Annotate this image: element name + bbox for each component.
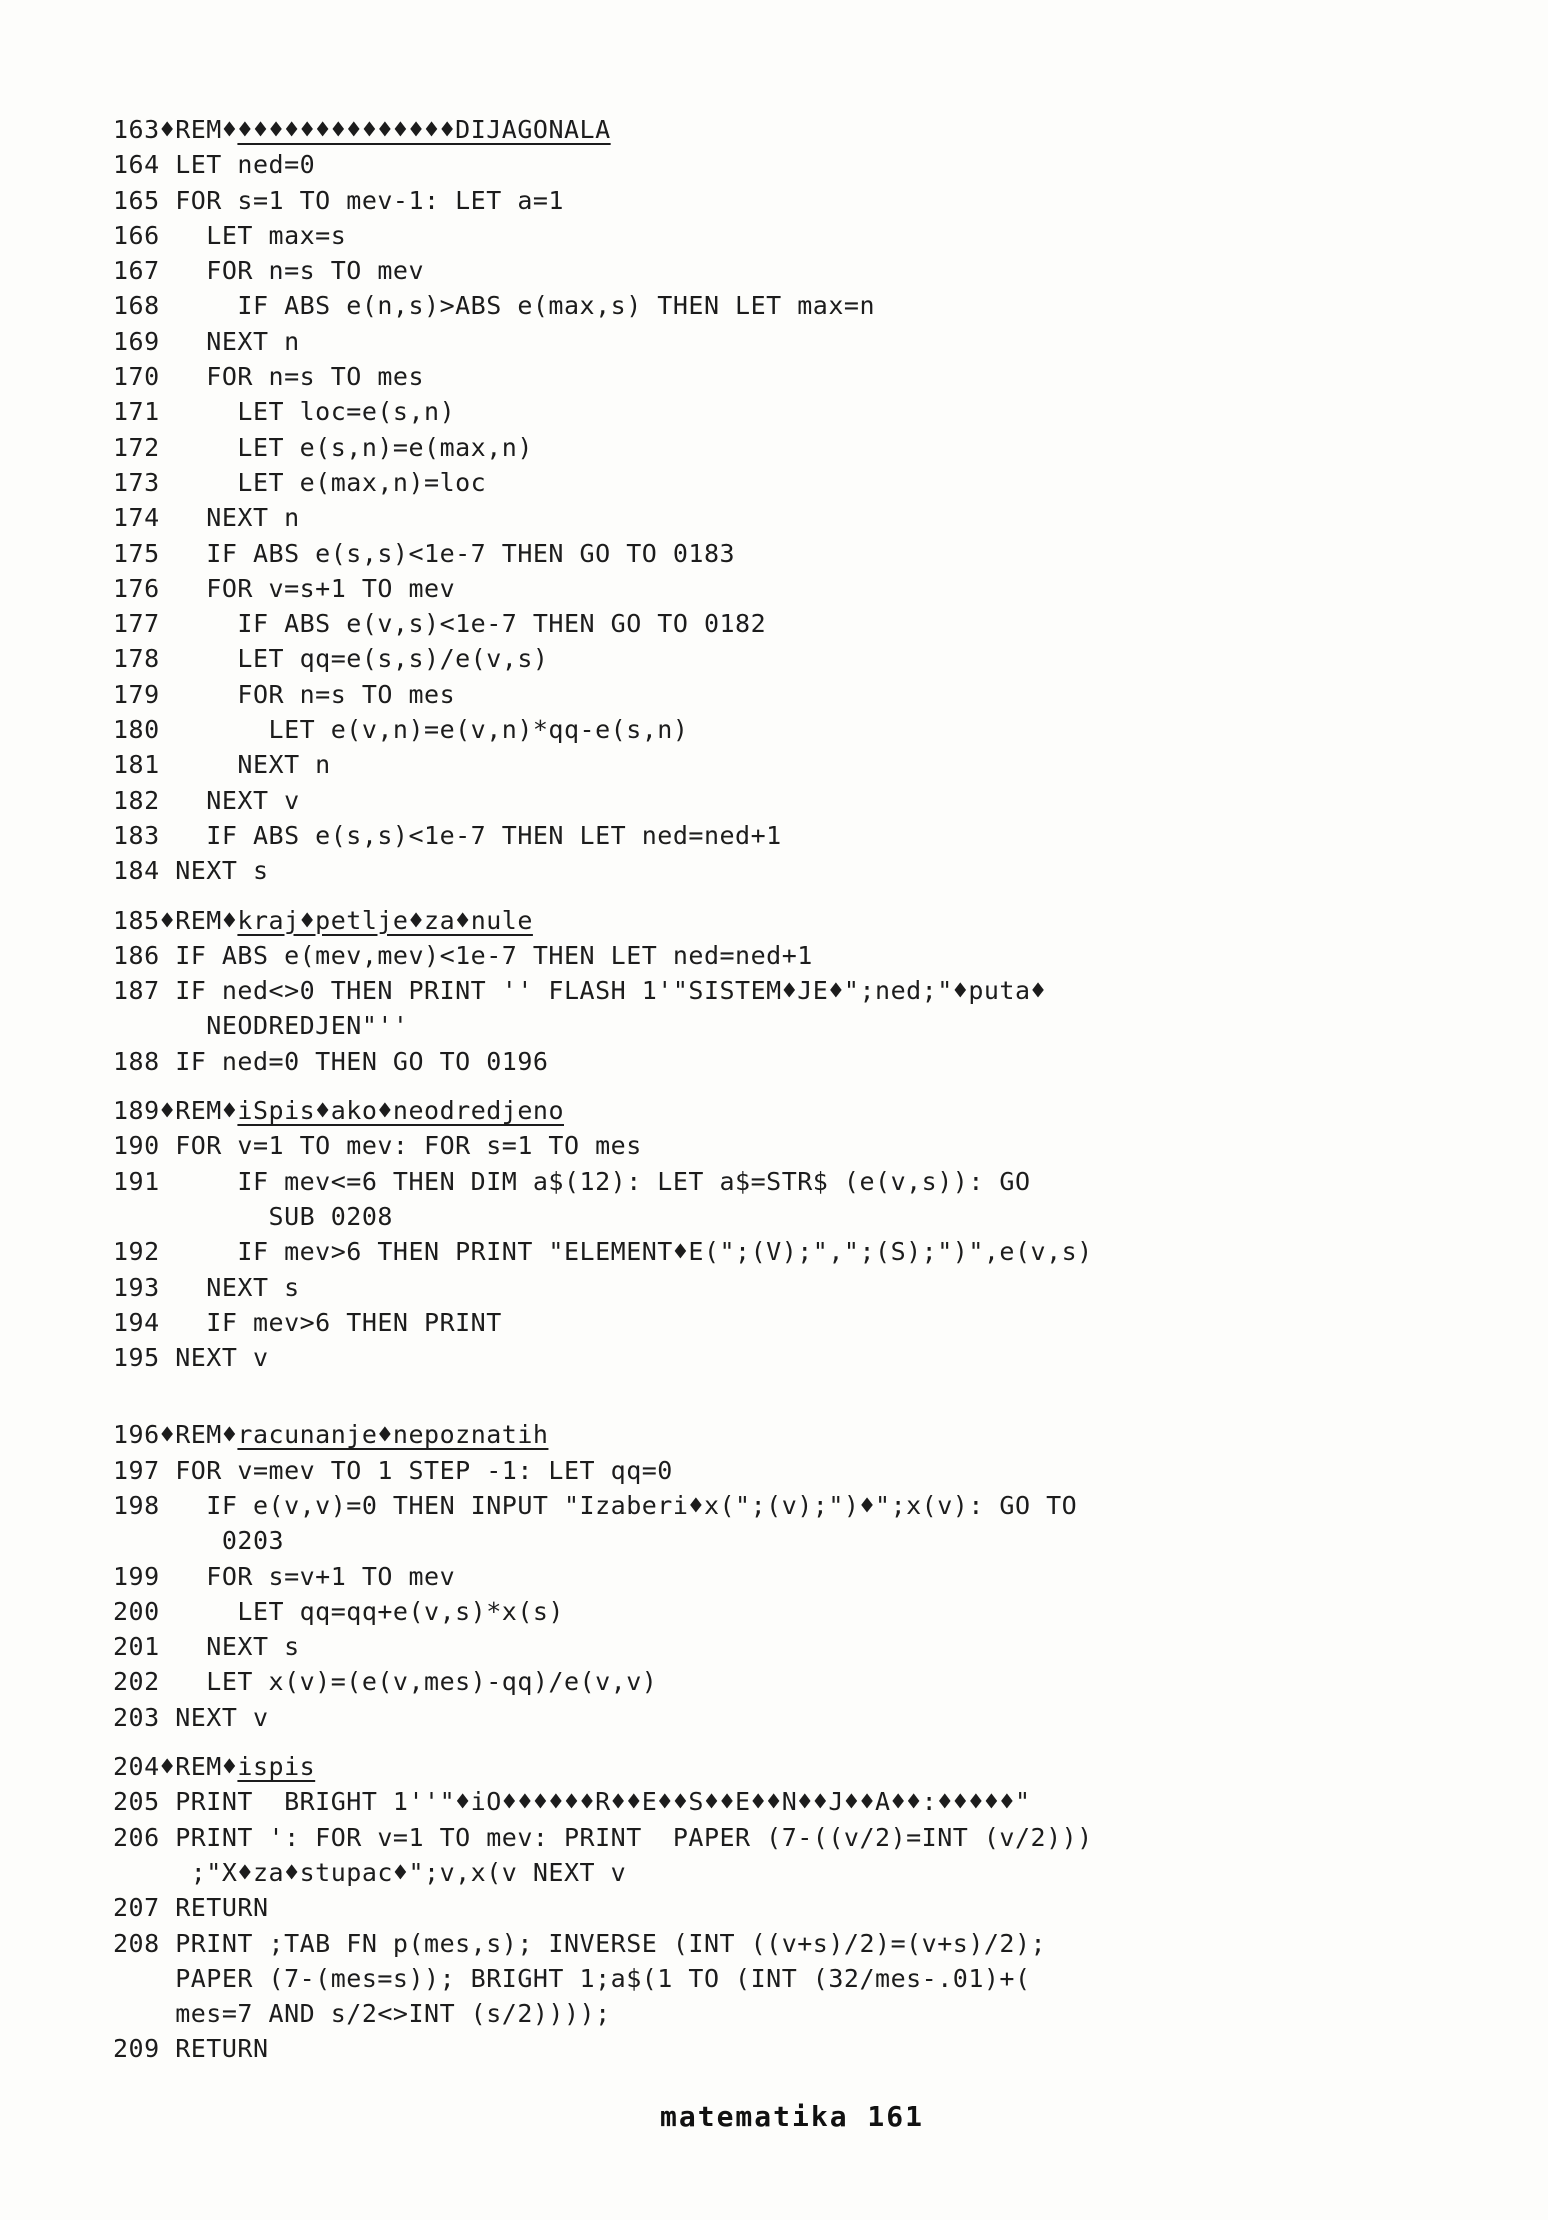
code-line-175: 175 IF ABS e(s,s)<1e-7 THEN GO TO 0183 [113, 538, 736, 568]
code-line-172: 172 LET e(s,n)=e(max,n) [113, 432, 533, 462]
line-number: 185 [113, 905, 160, 935]
line-number: 196 [113, 1420, 160, 1450]
code-line-207: 207 RETURN [113, 1893, 269, 1923]
code-line-187-continued: NEODREDJEN"'' [113, 1011, 409, 1041]
code-line-182: 182 NEXT v [113, 785, 300, 815]
section-heading-ispis-ako-neodredjeno: iSpis♦ako♦neodredjeno [237, 1096, 564, 1126]
code-line-204 [113, 1749, 1453, 1784]
code-line-196 [113, 1417, 1453, 1452]
code-line-190: 190 FOR v=1 TO mev: FOR s=1 TO mes [113, 1131, 642, 1161]
code-line-199: 199 FOR s=v+1 TO mev [113, 1561, 456, 1591]
code-line-171: 171 LET loc=e(s,n) [113, 397, 456, 427]
line-number: 189 [113, 1096, 160, 1126]
code-line-195: 195 NEXT v [113, 1343, 269, 1373]
code-line-178: 178 LET qq=e(s,s)/e(v,s) [113, 644, 549, 674]
code-line-205: 205 PRINT BRIGHT 1''"♦iO♦♦♦♦♦♦R♦♦E♦♦S♦♦E♦♦N♦♦J♦♦A♦♦:♦♦♦♦♦" [113, 1787, 1031, 1817]
code-line-188: 188 IF ned=0 THEN GO TO 0196 [113, 1046, 549, 1076]
code-line-166: 166 LET max=s [113, 220, 347, 250]
code-line-179: 179 FOR n=s TO mes [113, 679, 456, 709]
code-line-202: 202 LET x(v)=(e(v,mes)-qq)/e(v,v) [113, 1667, 658, 1697]
section-heading-dijagonala: ♦♦♦♦♦♦♦♦♦♦♦♦♦♦DIJAGONALA [237, 115, 611, 144]
rem-keyword: ♦REM♦ [159, 115, 238, 144]
spacer [113, 1079, 1453, 1093]
spacer [113, 1375, 1453, 1417]
code-line-170: 170 FOR n=s TO mes [113, 362, 425, 392]
spacer [113, 1735, 1453, 1749]
code-line-191: 191 IF mev<=6 THEN DIM a$(12): LET a$=STR$ (e(v,s)): GO [113, 1166, 1031, 1196]
code-line-184: 184 NEXT s [113, 856, 269, 886]
code-line-186: 186 IF ABS e(mev,mev)<1e-7 THEN LET ned=ned+1 [113, 940, 813, 970]
rem-keyword: ♦REM♦ [159, 1752, 238, 1782]
code-line-192: 192 IF mev>6 THEN PRINT "ELEMENT♦E(";(V);",";(S);")",e(v,s) [113, 1237, 1093, 1267]
code-line-198-continued: 0203 [113, 1526, 285, 1556]
rem-keyword: ♦REM♦ [159, 905, 238, 935]
page-footer: matematika 161 [660, 2100, 925, 2133]
section-heading-ispis: ispis [237, 1752, 316, 1782]
code-line-164: 164 LET ned=0 [113, 150, 316, 180]
line-number: 204 [113, 1752, 160, 1782]
code-line-201: 201 NEXT s [113, 1632, 300, 1662]
code-line-197: 197 FOR v=mev TO 1 STEP -1: LET qq=0 [113, 1455, 673, 1485]
basic-program-listing [113, 112, 1453, 2067]
code-line-206-continued: ;"X♦za♦stupac♦";v,x(v NEXT v [113, 1857, 627, 1887]
code-line-203: 203 NEXT v [113, 1702, 269, 1732]
section-heading-racunanje-nepoznatih: racunanje♦nepoznatih [237, 1420, 549, 1450]
rem-keyword: ♦REM♦ [159, 1420, 238, 1450]
code-line-180: 180 LET e(v,n)=e(v,n)*qq-e(s,n) [113, 715, 689, 745]
code-line-200: 200 LET qq=qq+e(v,s)*x(s) [113, 1596, 564, 1626]
code-line-168: 168 IF ABS e(n,s)>ABS e(max,s) THEN LET max=n [113, 291, 876, 321]
code-line-167: 167 FOR n=s TO mev [113, 256, 425, 286]
code-line-208: 208 PRINT ;TAB FN p(mes,s); INVERSE (INT ((v+s)/2)=(v+s)/2); [113, 1928, 1047, 1958]
code-line-173: 173 LET e(max,n)=loc [113, 467, 487, 497]
code-line-193: 193 NEXT s [113, 1272, 300, 1302]
code-line-194: 194 IF mev>6 THEN PRINT [113, 1307, 502, 1337]
code-line-174: 174 NEXT n [113, 503, 300, 533]
spacer [113, 889, 1453, 903]
section-heading-kraj-petlje: kraj♦petlje♦za♦nule [237, 905, 533, 935]
code-line-163 [113, 112, 1453, 147]
code-line-185 [113, 903, 1453, 938]
code-line-191-continued: SUB 0208 [113, 1201, 393, 1231]
code-line-177: 177 IF ABS e(v,s)<1e-7 THEN GO TO 0182 [113, 609, 767, 639]
code-line-169: 169 NEXT n [113, 326, 300, 356]
code-line-208-continued: PAPER (7-(mes=s)); BRIGHT 1;a$(1 TO (INT (32/mes-.01)+( [113, 1963, 1031, 1993]
line-number: 163 [113, 115, 160, 144]
code-line-183: 183 IF ABS e(s,s)<1e-7 THEN LET ned=ned+1 [113, 820, 782, 850]
code-line-189 [113, 1093, 1453, 1128]
code-line-181: 181 NEXT n [113, 750, 331, 780]
code-line-165: 165 FOR s=1 TO mev-1: LET a=1 [113, 185, 564, 215]
rem-keyword: ♦REM♦ [159, 1096, 238, 1126]
code-line-209: 209 RETURN [113, 2034, 269, 2064]
code-line-176: 176 FOR v=s+1 TO mev [113, 573, 456, 603]
code-line-208-continued-2: mes=7 AND s/2<>INT (s/2)))); [113, 1999, 611, 2029]
code-line-206: 206 PRINT ': FOR v=1 TO mev: PRINT PAPER (7-((v/2)=INT (v/2))) [113, 1822, 1093, 1852]
code-line-198: 198 IF e(v,v)=0 THEN INPUT "Izaberi♦x(";(v);")♦";x(v): GO TO [113, 1490, 1078, 1520]
code-line-187: 187 IF ned<>0 THEN PRINT '' FLASH 1'"SISTEM♦JE♦";ned;"♦puta♦ [113, 976, 1047, 1006]
